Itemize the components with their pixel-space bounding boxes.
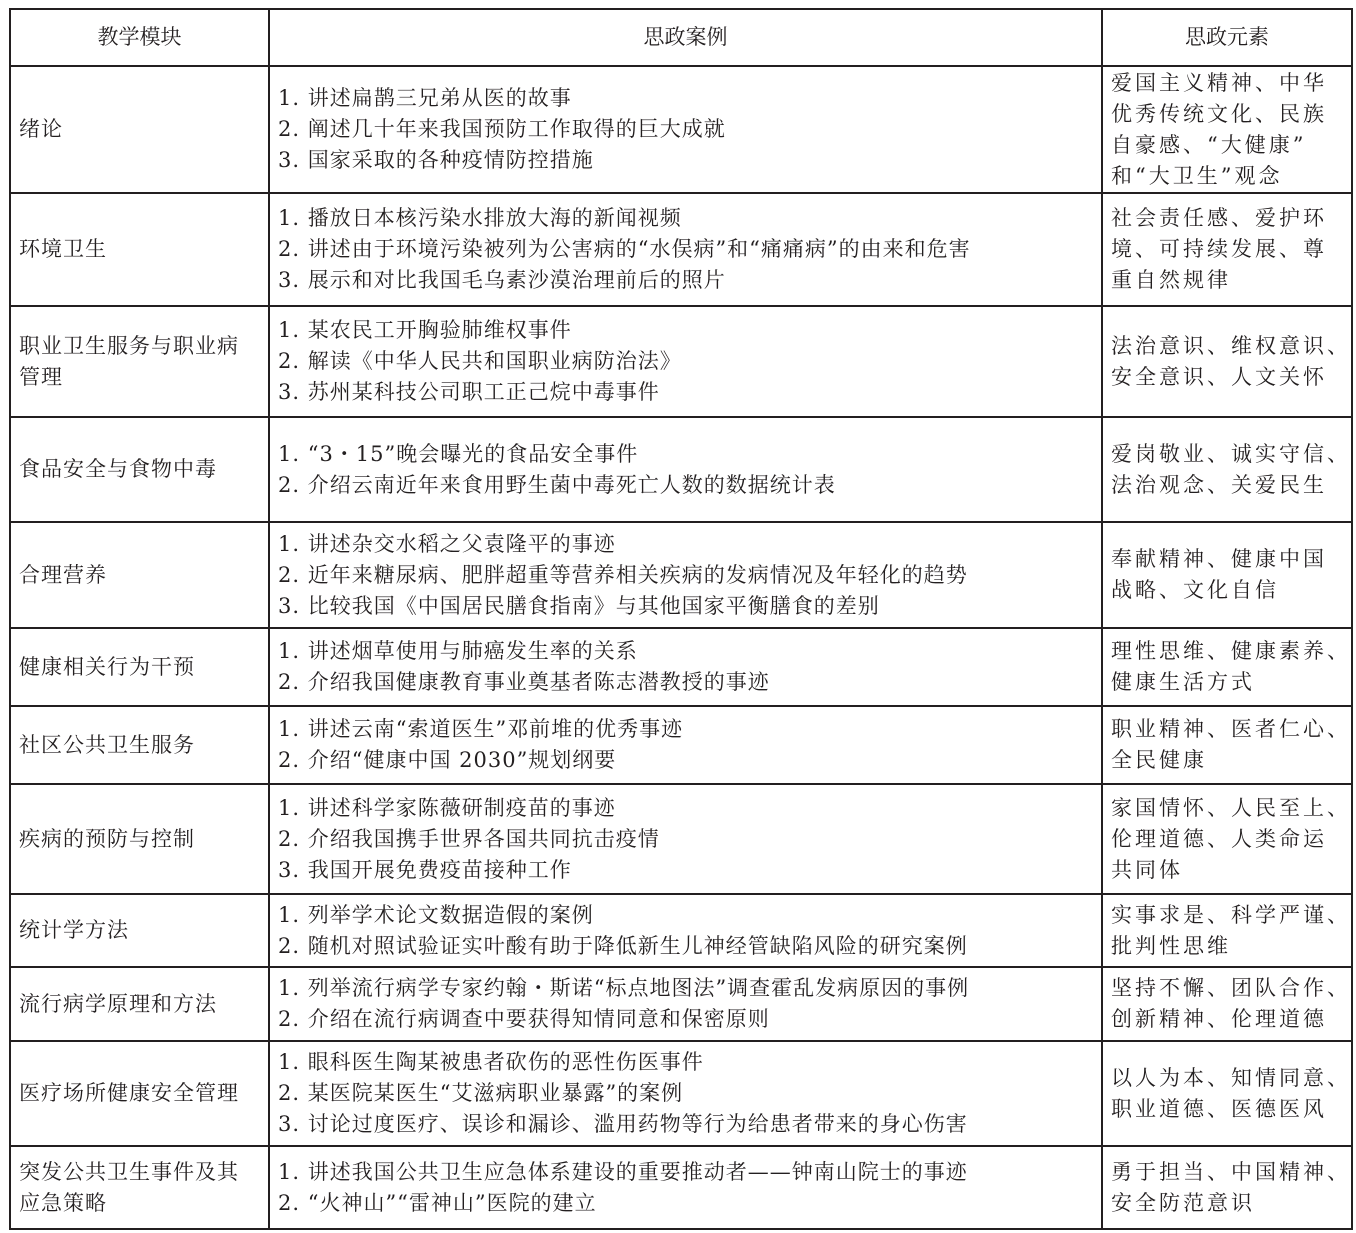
elements-line: 爱岗敬业、诚实守信、 xyxy=(1111,441,1351,466)
table-row xyxy=(10,1041,1352,1146)
header-elements: 思政元素 xyxy=(1102,9,1352,66)
elements-line: 法治意识、维权意识、 xyxy=(1111,333,1351,358)
cases-cell xyxy=(269,306,1102,417)
cases-line: 1. 播放日本核污染水排放大海的新闻视频 xyxy=(278,206,682,230)
elements-line: 全民健康 xyxy=(1111,748,1207,772)
cases-line: 1. 讲述云南“索道医生”邓前堆的优秀事迹 xyxy=(278,717,684,741)
module-line: 管理 xyxy=(19,364,63,389)
module-line: 环境卫生 xyxy=(19,237,107,261)
module-line: 健康相关行为干预 xyxy=(19,654,195,679)
cases-line: 2. 近年来糖尿病、肥胖超重等营养相关疾病的发病情况及年轻化的趋势 xyxy=(278,562,968,587)
cases-line: 1. 某农民工开胸验肺维权事件 xyxy=(278,318,572,342)
elements-line: 爱国主义精神、中华 xyxy=(1111,70,1327,95)
elements-line: 境、可持续发展、尊 xyxy=(1111,237,1327,261)
module-line: 流行病学原理和方法 xyxy=(19,991,217,1016)
cases-cell xyxy=(269,628,1102,706)
header-module: 教学模块 xyxy=(10,9,269,66)
module-line: 突发公共卫生事件及其 xyxy=(19,1159,239,1184)
module-line: 社区公共卫生服务 xyxy=(19,732,195,757)
module-line: 统计学方法 xyxy=(19,918,129,942)
module-line: 食品安全与食物中毒 xyxy=(19,457,217,481)
elements-cell xyxy=(1102,66,1352,193)
elements-cell xyxy=(1102,706,1352,784)
cases-line: 3. 讨论过度医疗、误诊和漏诊、滥用药物等行为给患者带来的身心伤害 xyxy=(278,1112,968,1136)
table-row xyxy=(10,417,1352,522)
elements-cell xyxy=(1102,784,1352,894)
cases-cell xyxy=(269,1041,1102,1146)
table-row xyxy=(10,784,1352,894)
elements-line: 勇于担当、中国精神、 xyxy=(1111,1159,1351,1184)
cases-line: 2. 介绍我国携手世界各国共同抗击疫情 xyxy=(278,826,660,851)
table-row xyxy=(10,706,1352,784)
elements-line: 以人为本、知情同意、 xyxy=(1111,1065,1351,1090)
elements-cell xyxy=(1102,967,1352,1041)
cases-line: 2. 随机对照试验证实叶酸有助于降低新生儿神经管缺陷风险的研究案例 xyxy=(278,933,968,958)
cases-cell xyxy=(269,894,1102,967)
module-cell xyxy=(10,417,269,522)
table-row xyxy=(10,522,1352,628)
elements-line: 职业精神、医者仁心、 xyxy=(1111,717,1351,741)
elements-line: 健康生活方式 xyxy=(1111,670,1255,694)
elements-line: 奉献精神、健康中国 xyxy=(1111,547,1327,571)
elements-cell xyxy=(1102,1146,1352,1229)
table-row xyxy=(10,306,1352,417)
cases-line: 3. 国家采取的各种疫情防控措施 xyxy=(278,148,594,172)
elements-line: 重自然规律 xyxy=(1111,268,1231,292)
module-line: 应急策略 xyxy=(19,1190,107,1215)
elements-cell xyxy=(1102,1041,1352,1146)
elements-line: 自豪感、“大健康” xyxy=(1111,132,1307,157)
module-line: 合理营养 xyxy=(19,562,107,587)
elements-line: 职业道德、医德医风 xyxy=(1111,1096,1327,1121)
table-row xyxy=(10,967,1352,1041)
elements-line: 家国情怀、人民至上、 xyxy=(1111,795,1351,820)
table-row xyxy=(10,1146,1352,1229)
header-cases: 思政案例 xyxy=(269,9,1102,66)
cases-line: 1. 眼科医生陶某被患者砍伤的恶性伤医事件 xyxy=(278,1050,704,1074)
elements-line: 共同体 xyxy=(1111,857,1183,882)
cases-cell xyxy=(269,193,1102,306)
cases-line: 2. 介绍我国健康教育事业奠基者陈志潜教授的事迹 xyxy=(278,670,770,694)
cases-line: 1. 讲述扁鹊三兄弟从医的故事 xyxy=(278,86,572,110)
cases-cell xyxy=(269,66,1102,193)
cases-line: 1. 讲述烟草使用与肺癌发生率的关系 xyxy=(278,639,638,663)
cases-cell xyxy=(269,522,1102,628)
cases-line: 2. 介绍云南近年来食用野生菌中毒死亡人数的数据统计表 xyxy=(278,472,836,497)
elements-line: 批判性思维 xyxy=(1111,933,1231,958)
module-line: 疾病的预防与控制 xyxy=(19,826,195,851)
cases-line: 2. 某医院某医生“艾滋病职业暴露”的案例 xyxy=(278,1081,684,1105)
cases-line: 1. 讲述科学家陈薇研制疫苗的事迹 xyxy=(278,795,616,820)
table-row xyxy=(10,628,1352,706)
table-row xyxy=(10,66,1352,193)
cases-line: 1. 讲述杂交水稻之父袁隆平的事迹 xyxy=(278,531,616,556)
cases-cell xyxy=(269,967,1102,1041)
cases-line: 2. 解读《中华人民共和国职业病防治法》 xyxy=(278,349,682,373)
cases-line: 1. 列举学术论文数据造假的案例 xyxy=(278,902,594,927)
cases-line: 2. 介绍“健康中国 2030”规划纲要 xyxy=(278,748,617,772)
elements-cell xyxy=(1102,894,1352,967)
elements-cell xyxy=(1102,306,1352,417)
module-line: 职业卫生服务与职业病 xyxy=(19,333,239,358)
module-cell xyxy=(10,522,269,628)
cases-cell xyxy=(269,784,1102,894)
module-cell xyxy=(10,66,269,193)
module-cell xyxy=(10,306,269,417)
elements-line: 和“大卫生”观念 xyxy=(1111,163,1283,188)
cases-line: 2. “火神山”“雷神山”医院的建立 xyxy=(278,1190,597,1215)
elements-line: 法治观念、关爱民生 xyxy=(1111,472,1327,497)
cases-line: 2. 讲述由于环境污染被列为公害病的“水俣病”和“痛痛病”的由来和危害 xyxy=(278,237,971,261)
cases-cell xyxy=(269,706,1102,784)
elements-line: 坚持不懈、团队合作、 xyxy=(1111,976,1351,1000)
module-cell xyxy=(10,894,269,967)
elements-cell xyxy=(1102,417,1352,522)
cases-line: 3. 我国开展免费疫苗接种工作 xyxy=(278,857,572,882)
module-line: 医疗场所健康安全管理 xyxy=(19,1081,239,1105)
elements-line: 实事求是、科学严谨、 xyxy=(1111,902,1351,927)
ideological-cases-table xyxy=(9,8,1353,1230)
module-cell xyxy=(10,967,269,1041)
table-row xyxy=(10,193,1352,306)
cases-line: 2. 介绍在流行病调查中要获得知情同意和保密原则 xyxy=(278,1007,770,1031)
module-cell xyxy=(10,1041,269,1146)
cases-line: 1. “3・15”晚会曝光的食品安全事件 xyxy=(278,441,639,466)
elements-line: 理性思维、健康素养、 xyxy=(1111,639,1351,663)
module-cell xyxy=(10,193,269,306)
cases-cell xyxy=(269,417,1102,522)
module-cell xyxy=(10,706,269,784)
cases-line: 3. 苏州某科技公司职工正己烷中毒事件 xyxy=(278,380,660,404)
elements-cell xyxy=(1102,628,1352,706)
elements-line: 安全意识、人文关怀 xyxy=(1111,364,1327,389)
elements-cell xyxy=(1102,193,1352,306)
module-cell xyxy=(10,628,269,706)
elements-line: 伦理道德、人类命运 xyxy=(1111,826,1327,851)
module-line: 绪论 xyxy=(19,117,63,141)
elements-line: 安全防范意识 xyxy=(1111,1190,1255,1215)
cases-line: 1. 列举流行病学专家约翰・斯诺“标点地图法”调查霍乱发病原因的事例 xyxy=(278,976,970,1000)
elements-line: 战略、文化自信 xyxy=(1111,578,1279,602)
module-cell xyxy=(10,1146,269,1229)
cases-line: 3. 展示和对比我国毛乌素沙漠治理前后的照片 xyxy=(278,268,726,292)
elements-line: 创新精神、伦理道德 xyxy=(1111,1007,1327,1031)
elements-line: 社会责任感、爱护环 xyxy=(1111,206,1327,230)
cases-line: 2. 阐述几十年来我国预防工作取得的巨大成就 xyxy=(278,117,726,141)
cases-cell xyxy=(269,1146,1102,1229)
elements-cell xyxy=(1102,522,1352,628)
cases-line: 1. 讲述我国公共卫生应急体系建设的重要推动者——钟南山院士的事迹 xyxy=(278,1159,968,1184)
table-row xyxy=(10,894,1352,967)
header-row xyxy=(10,9,1352,66)
module-cell xyxy=(10,784,269,894)
cases-line: 3. 比较我国《中国居民膳食指南》与其他国家平衡膳食的差别 xyxy=(278,593,880,618)
elements-line: 优秀传统文化、民族 xyxy=(1111,101,1327,126)
